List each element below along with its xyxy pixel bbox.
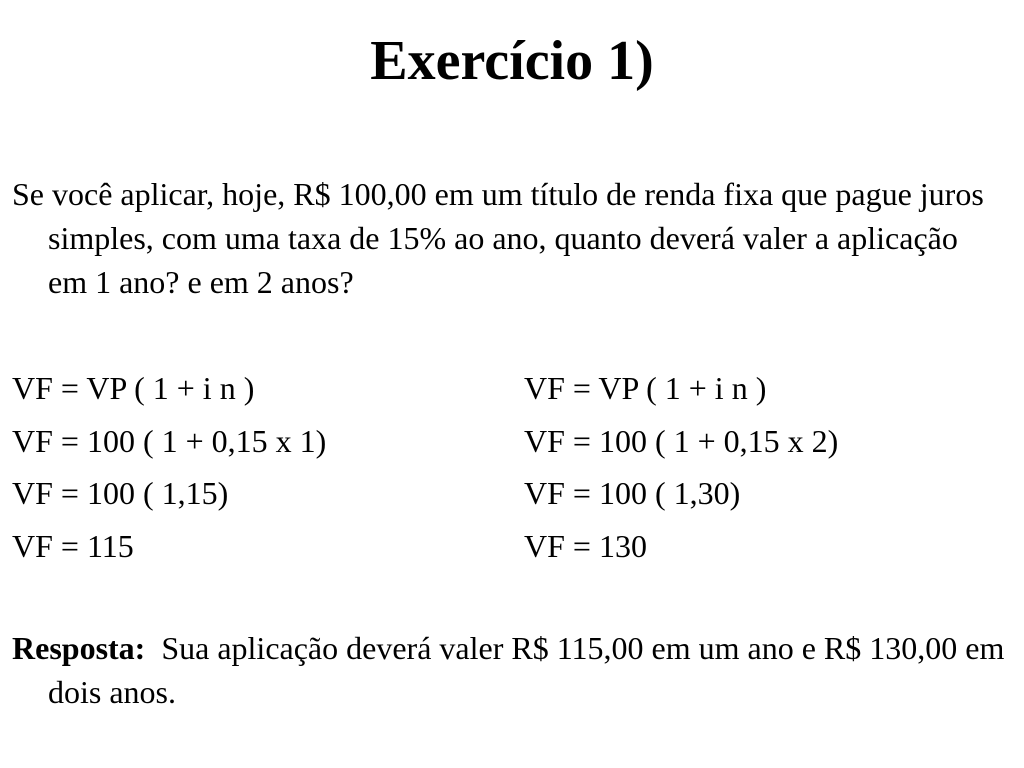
simplification-line: VF = 100 ( 1,30) — [524, 475, 741, 511]
formula-line: VF = VP ( 1 + i n ) — [524, 370, 767, 406]
formula-line: VF = VP ( 1 + i n ) — [12, 370, 255, 406]
answer-text: Sua aplicação deverá valer R$ 115,00 em um ano e R$ 130,00 em dois anos. — [48, 630, 1005, 710]
answer-block — [12, 626, 1020, 714]
answer-label: Resposta: — [12, 630, 146, 666]
calculation-one-year — [12, 362, 512, 572]
simplification-line: VF = 100 ( 1,15) — [12, 475, 229, 511]
result-line: VF = 115 — [12, 527, 134, 564]
calculation-two-years — [524, 362, 1014, 572]
substitution-line: VF = 100 ( 1 + 0,15 x 1) — [12, 422, 327, 459]
problem-statement — [12, 172, 1002, 304]
substitution-line: VF = 100 ( 1 + 0,15 x 2) — [524, 422, 839, 459]
answer-paragraph — [12, 626, 1020, 714]
problem-text: Se você aplicar, hoje, R$ 100,00 em um título de renda fixa que pague juros simples, com uma taxa de 15% ao ano, quanto deverá valer a aplicação em 1 ano? e em 2 anos? — [12, 176, 984, 300]
slide-title: Exercício 1) — [370, 30, 654, 92]
result-line: VF = 130 — [524, 527, 647, 564]
